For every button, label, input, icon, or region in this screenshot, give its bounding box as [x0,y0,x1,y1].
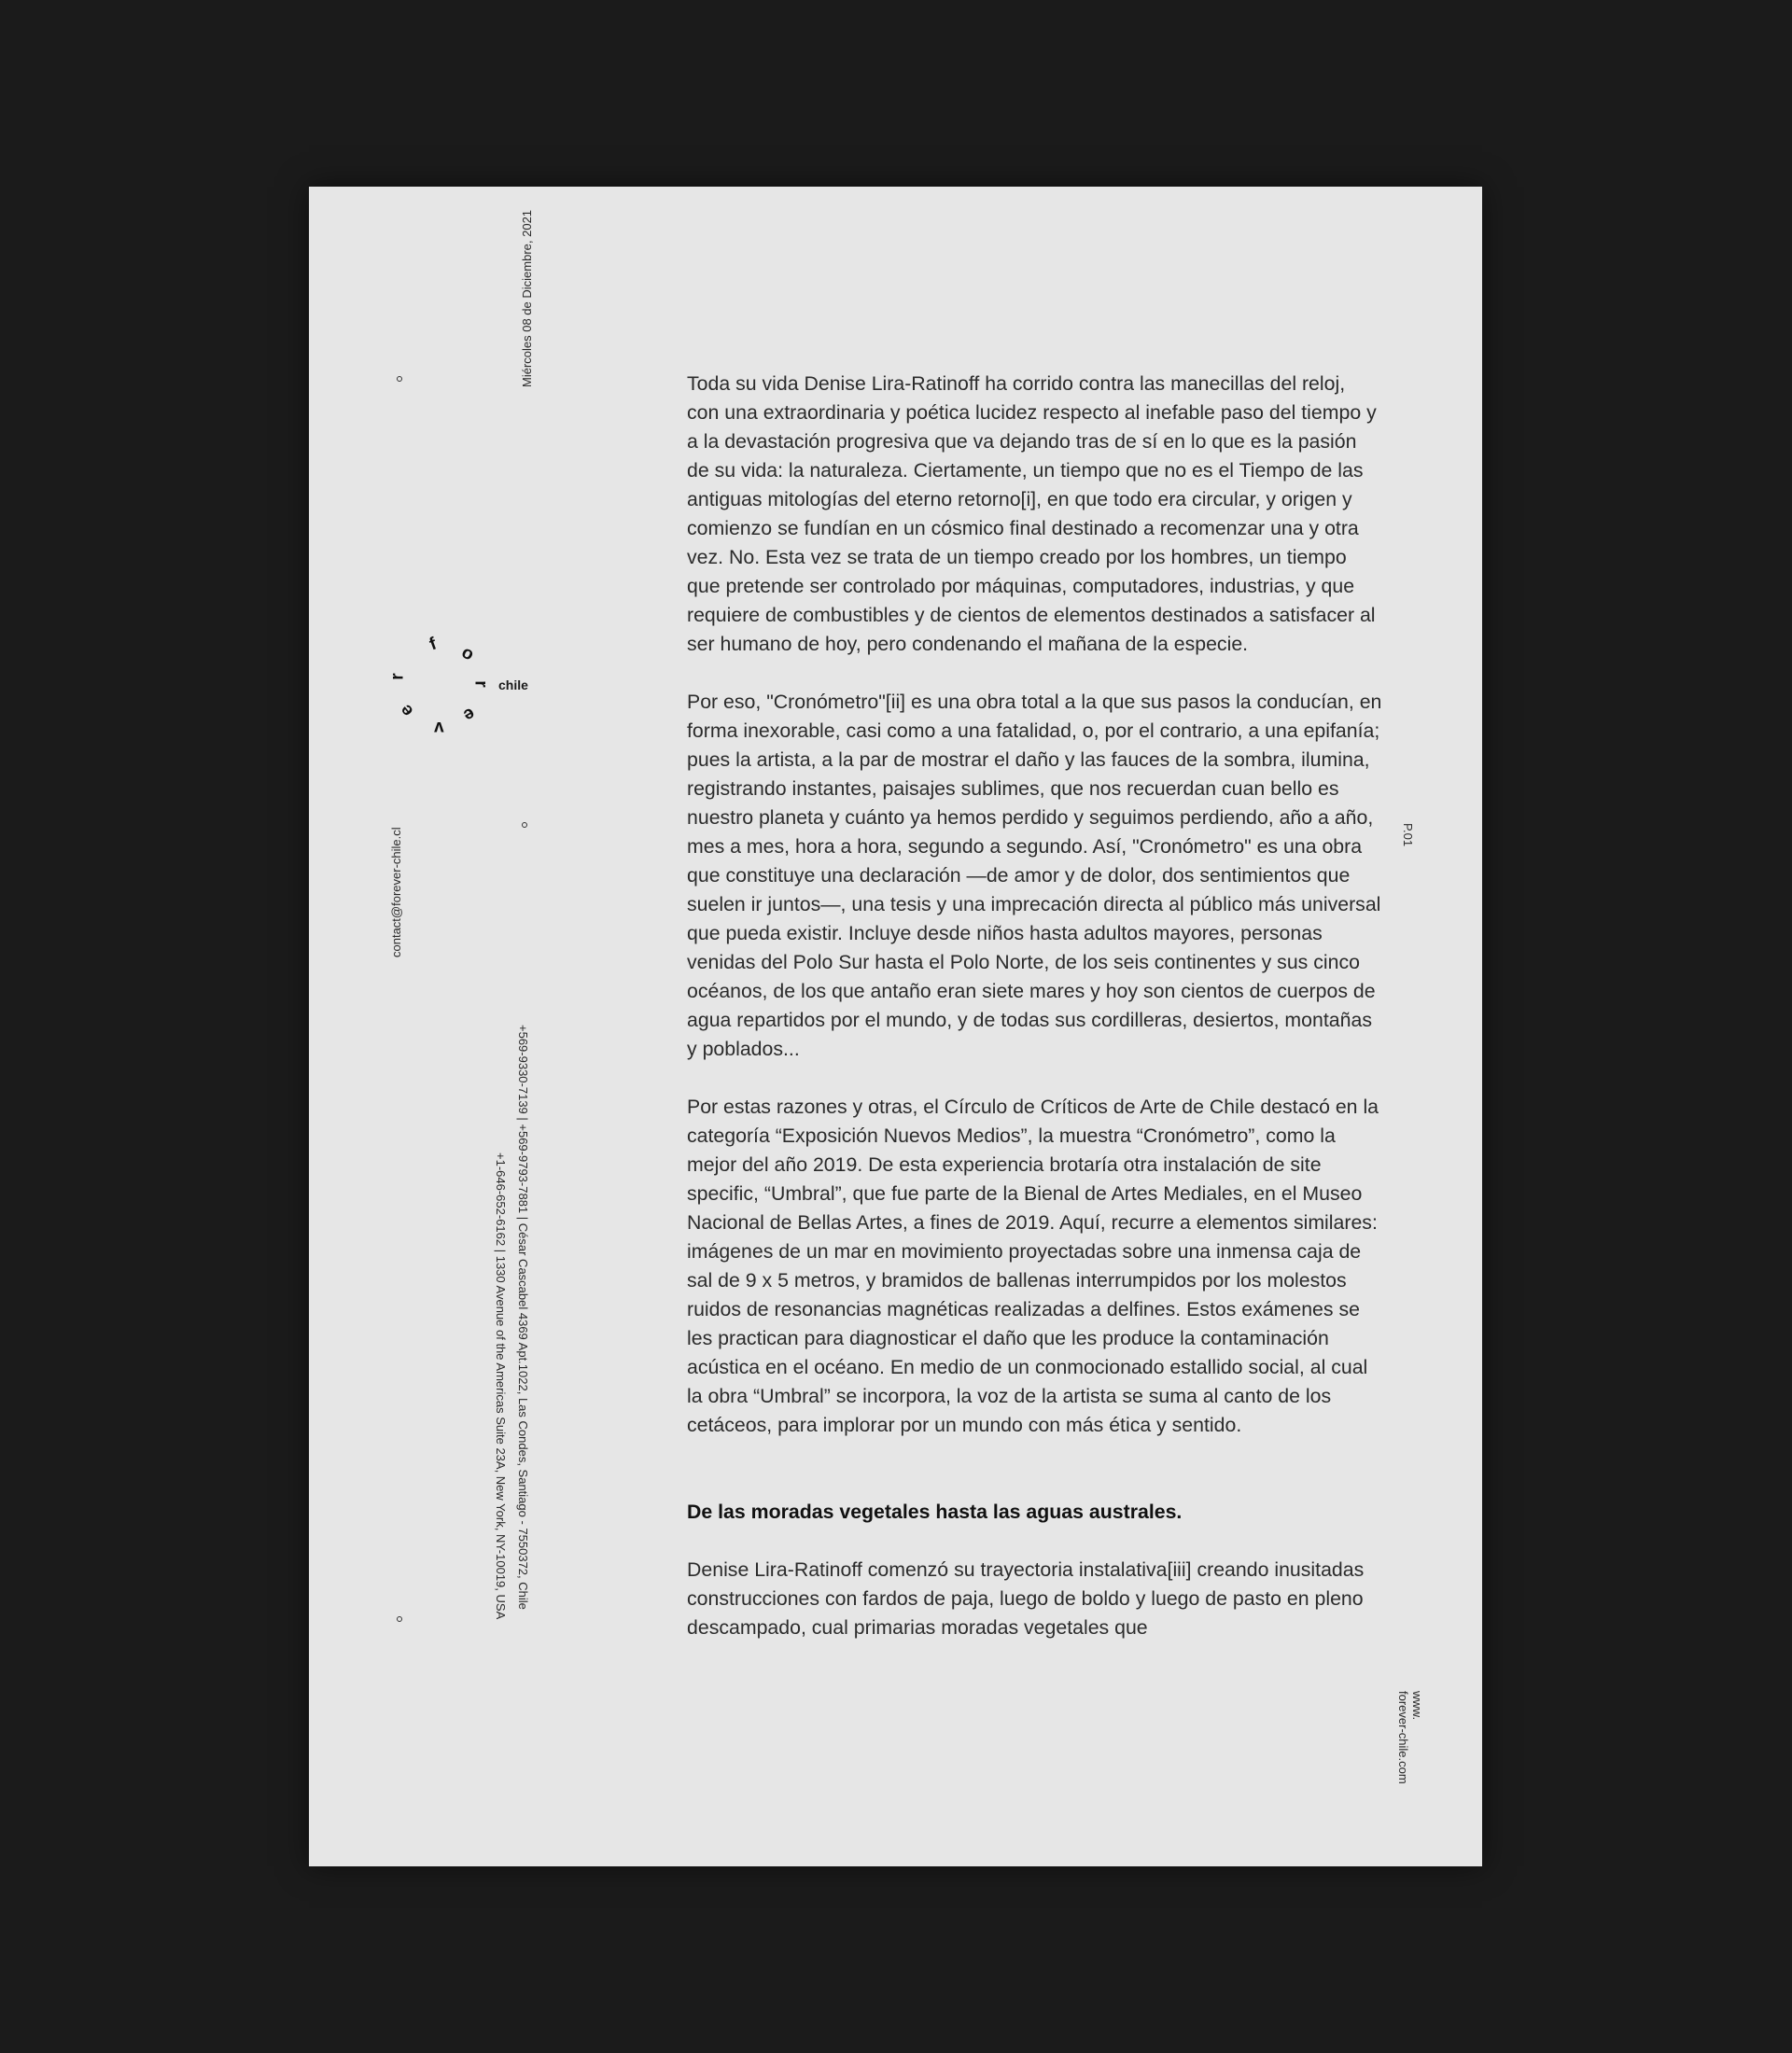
website-line-2: forever-chile.com [1396,1691,1410,1784]
logo-chile: chile [498,677,528,692]
document-page [309,187,1482,1866]
website-line-1: www. [1410,1691,1424,1721]
logo-letter-e2: e [396,700,418,721]
logo-letter-f: f [427,634,440,655]
logo-letter-r: r [470,680,491,688]
page-number: P.01 [1401,823,1415,847]
section-subheading: De las moradas vegetales hasta las aguas australes. [687,1501,1183,1523]
contact-email: contact@forever-chile.cl [389,827,403,957]
logo-letter-r2: r [387,673,408,680]
address-line-usa: +1-646-652-6162 | 1330 Avenue of the Americas Suite 23A, New York, NY-10019, USA [494,1152,508,1620]
paragraph-1: Toda su vida Denise Lira-Ratinoff ha corrido contra las manecillas del reloj, con una extraordinaria y poética lucidez respecto al inefable paso del tiempo y a la devastación progresiva que va dejando tras de sí en lo que es la pasión de su vida: la naturaleza. Ciertamente, un tiempo que no es el Tiempo de las antiguas mitologías del eterno retorno[i], en que todo era circular, y origen y comienzo se fundían en un cósmico final destinado a recomenzar una y otra vez. No. Esta vez se trata de un tiempo creado por los hombres, un tiempo que pretende ser controlado por máquinas, computadores, industrias, y que requiere de combustibles y de cientos de elementos destinados a satisfacer al ser humano de hoy, pero condenando el mañana de la especie. [687,372,1377,655]
logo-letter-e: e [459,703,479,726]
logo-letter-v: v [434,718,444,737]
bullet-dot-middle [522,822,527,828]
forever-chile-logo [384,634,528,747]
document-date: Miércoles 08 de Diciembre, 2021 [520,209,534,387]
logo-letter-o: o [457,642,478,665]
paragraph-4: Denise Lira-Ratinoff comenzó su trayectoria instalativa[iii] creando inusitadas construcciones con fardos de paja, luego de boldo y luego de pasto en pleno descampado, cual primarias moradas vegetales que [687,1558,1365,1639]
article-body [687,370,1382,1671]
paragraph-2: Por eso, "Cronómetro"[ii] es una obra total a la que sus pasos la conducían, en forma inexorable, casi como a una fatalidad, o, por el contrario, a una epifanía; pues la artista, a la par de mostrar el daño y las fauces de la sombra, ilumina, registrando instantes, paisajes sublimes, que nos recuerdan cuan bello es nuestro planeta y cuánto ya hemos perdido y seguimos perdiendo, año a año, mes a mes, hora a hora, segundo a segundo. Así, "Cronómetro" es una obra que constituye una declaración —de amor y de dolor, dos sentimientos que suelen ir juntos—, una tesis y una imprecación directa al público más universal que pueda existir. Incluye desde niños hasta adultos mayores, personas venidas del Polo Sur hasta el Polo Norte, de los seis continentes y sus cinco océanos, de los que antaño eran siete mares y hoy son cientos de cuerpos de agua repartidos por el mundo, y de todas sus cordilleras, desiertos, montañas y poblados... [687,691,1382,1060]
bullet-dot-bottom [397,1616,402,1622]
paragraph-3: Por estas razones y otras, el Círculo de Críticos de Arte de Chile destacó en la categoría “Exposición Nuevos Medios”, la muestra “Cronómetro”, como la mejor del año 2019. De esta experiencia brotaría otra instalación de site specific, “Umbral”, que fue parte de la Bienal de Artes Mediales, en el Museo Nacional de Bellas Artes, a fines de 2019. Aquí, recurre a elementos similares: imágenes de un mar en movimiento proyectadas sobre una inmensa caja de sal de 9 x 5 metros, y bramidos de ballenas interrumpidos por los molestos ruidos de resonancias magnéticas realizadas a delfines. Estos exámenes se les practican para diagnosticar el daño que les produce la contaminación acústica en el océano. En medio de un conmocionado estallido social, al cual la obra “Umbral” se incorpora, la voz de la artista se suma al canto de los cetáceos, para implorar por un mundo con más ética y sentido. [687,1096,1379,1436]
address-line-chile: +569-9330-7139 | +569-9793-7881 | César Cascabel 4369 Apt.1022, Las Condes, Santiago - 7550372, Chile [516,1025,530,1610]
bullet-dot-top [397,376,402,382]
